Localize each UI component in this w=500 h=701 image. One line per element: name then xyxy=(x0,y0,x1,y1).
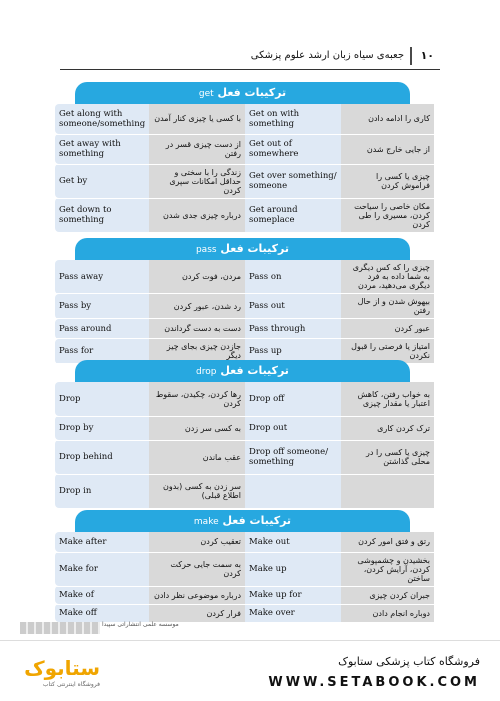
phrasal-table xyxy=(55,382,434,509)
store-url[interactable]: WWW.SETABOOK.COM xyxy=(268,675,480,690)
table-row: Drop by به کسی سر زدن Drop out ترک کردن کاری xyxy=(55,416,434,440)
page-number: ۱۰ xyxy=(420,49,434,62)
publisher-name: موسسه علمی انتشاراتی سپیدا xyxy=(102,621,179,628)
table-row: Pass for جازدن چیزی بجای چیز دیگر Pass up امتیاز یا فرصتی را قبول نکردن xyxy=(55,339,434,364)
store-name: فروشگاه کتاب پزشکی ستابوک xyxy=(338,655,480,668)
section-banner: ترکیبات فعل pass xyxy=(75,238,410,260)
publisher-footer xyxy=(20,621,179,634)
phrasal-table xyxy=(55,104,434,233)
table-row: Make off فرار کردن Make over دوباره انجام دادن xyxy=(55,604,434,622)
table-row: Make for به سمت جایی حرکت کردن Make up بخشیدن و چشمپوشی کردن، آرایش کردن، ساختن xyxy=(55,552,434,586)
table-row: Drop behind عقب ماندن Drop off someone/ something چیزی یا کسی را در محلی گذاشتن xyxy=(55,440,434,474)
table-row: Pass away مردن، فوت کردن Pass on چیزی را که کس دیگری به شما داده به فرد دیگری می‌دهید، مردن xyxy=(55,260,434,294)
header-divider xyxy=(410,47,412,65)
table-row: Get down to something درباره چیزی جدی شدن Get around someplace مکان خاصی را سیاحت کردن، مسیری را طی کردن xyxy=(55,198,434,232)
table-row: Make of درباره موضوعی نظر دادن Make up for جبران کردن چیزی xyxy=(55,586,434,604)
page-header xyxy=(60,45,440,70)
table-row: Pass by رد شدن، عبور کردن Pass out بیهوش شدن و از حال رفتن xyxy=(55,294,434,319)
section-get xyxy=(55,82,430,233)
table-row: Pass around دست به دست گرداندن Pass through عبور کردن xyxy=(55,319,434,339)
phrasal-table xyxy=(55,532,434,623)
table-row: Make after تعقیب کردن Make out رتق و فتق امور کردن xyxy=(55,532,434,552)
table-row: Get along with someone/something با کسی یا چیزی کنار آمدن Get on with something کاری را ادامه دادن xyxy=(55,104,434,134)
section-drop xyxy=(55,360,430,509)
setabook-logo: ستابوک فروشگاه اینترنتی کتاب xyxy=(24,656,100,688)
section-banner: ترکیبات فعل get xyxy=(75,82,410,104)
table-row: Get away with something از دست چیزی قسر در رفتن Get out of somewhere از جایی خارج شدن xyxy=(55,134,434,164)
phrasal-table xyxy=(55,260,434,364)
section-banner: ترکیبات فعل make xyxy=(75,510,410,532)
section-make xyxy=(55,510,430,623)
table-row: Get by زندگی را با سختی و حداقل امکانات سپری کردن Get over something/ someone چیزی یا کسی را فراموش کردن xyxy=(55,164,434,198)
book-title: جعبه‌ی سیاه زبان ارشد علوم پزشکی xyxy=(250,50,404,61)
store-banner xyxy=(0,640,500,701)
table-row: Drop in سر زدن به کسی (بدون اطلاع قبلی) xyxy=(55,474,434,508)
section-banner: ترکیبات فعل drop xyxy=(75,360,410,382)
table-row: Drop رها کردن، چکیدن، سقوط کردن Drop off به خواب رفتن، کاهش اعتبار یا مقدار چیزی xyxy=(55,382,434,416)
section-pass xyxy=(55,238,430,364)
